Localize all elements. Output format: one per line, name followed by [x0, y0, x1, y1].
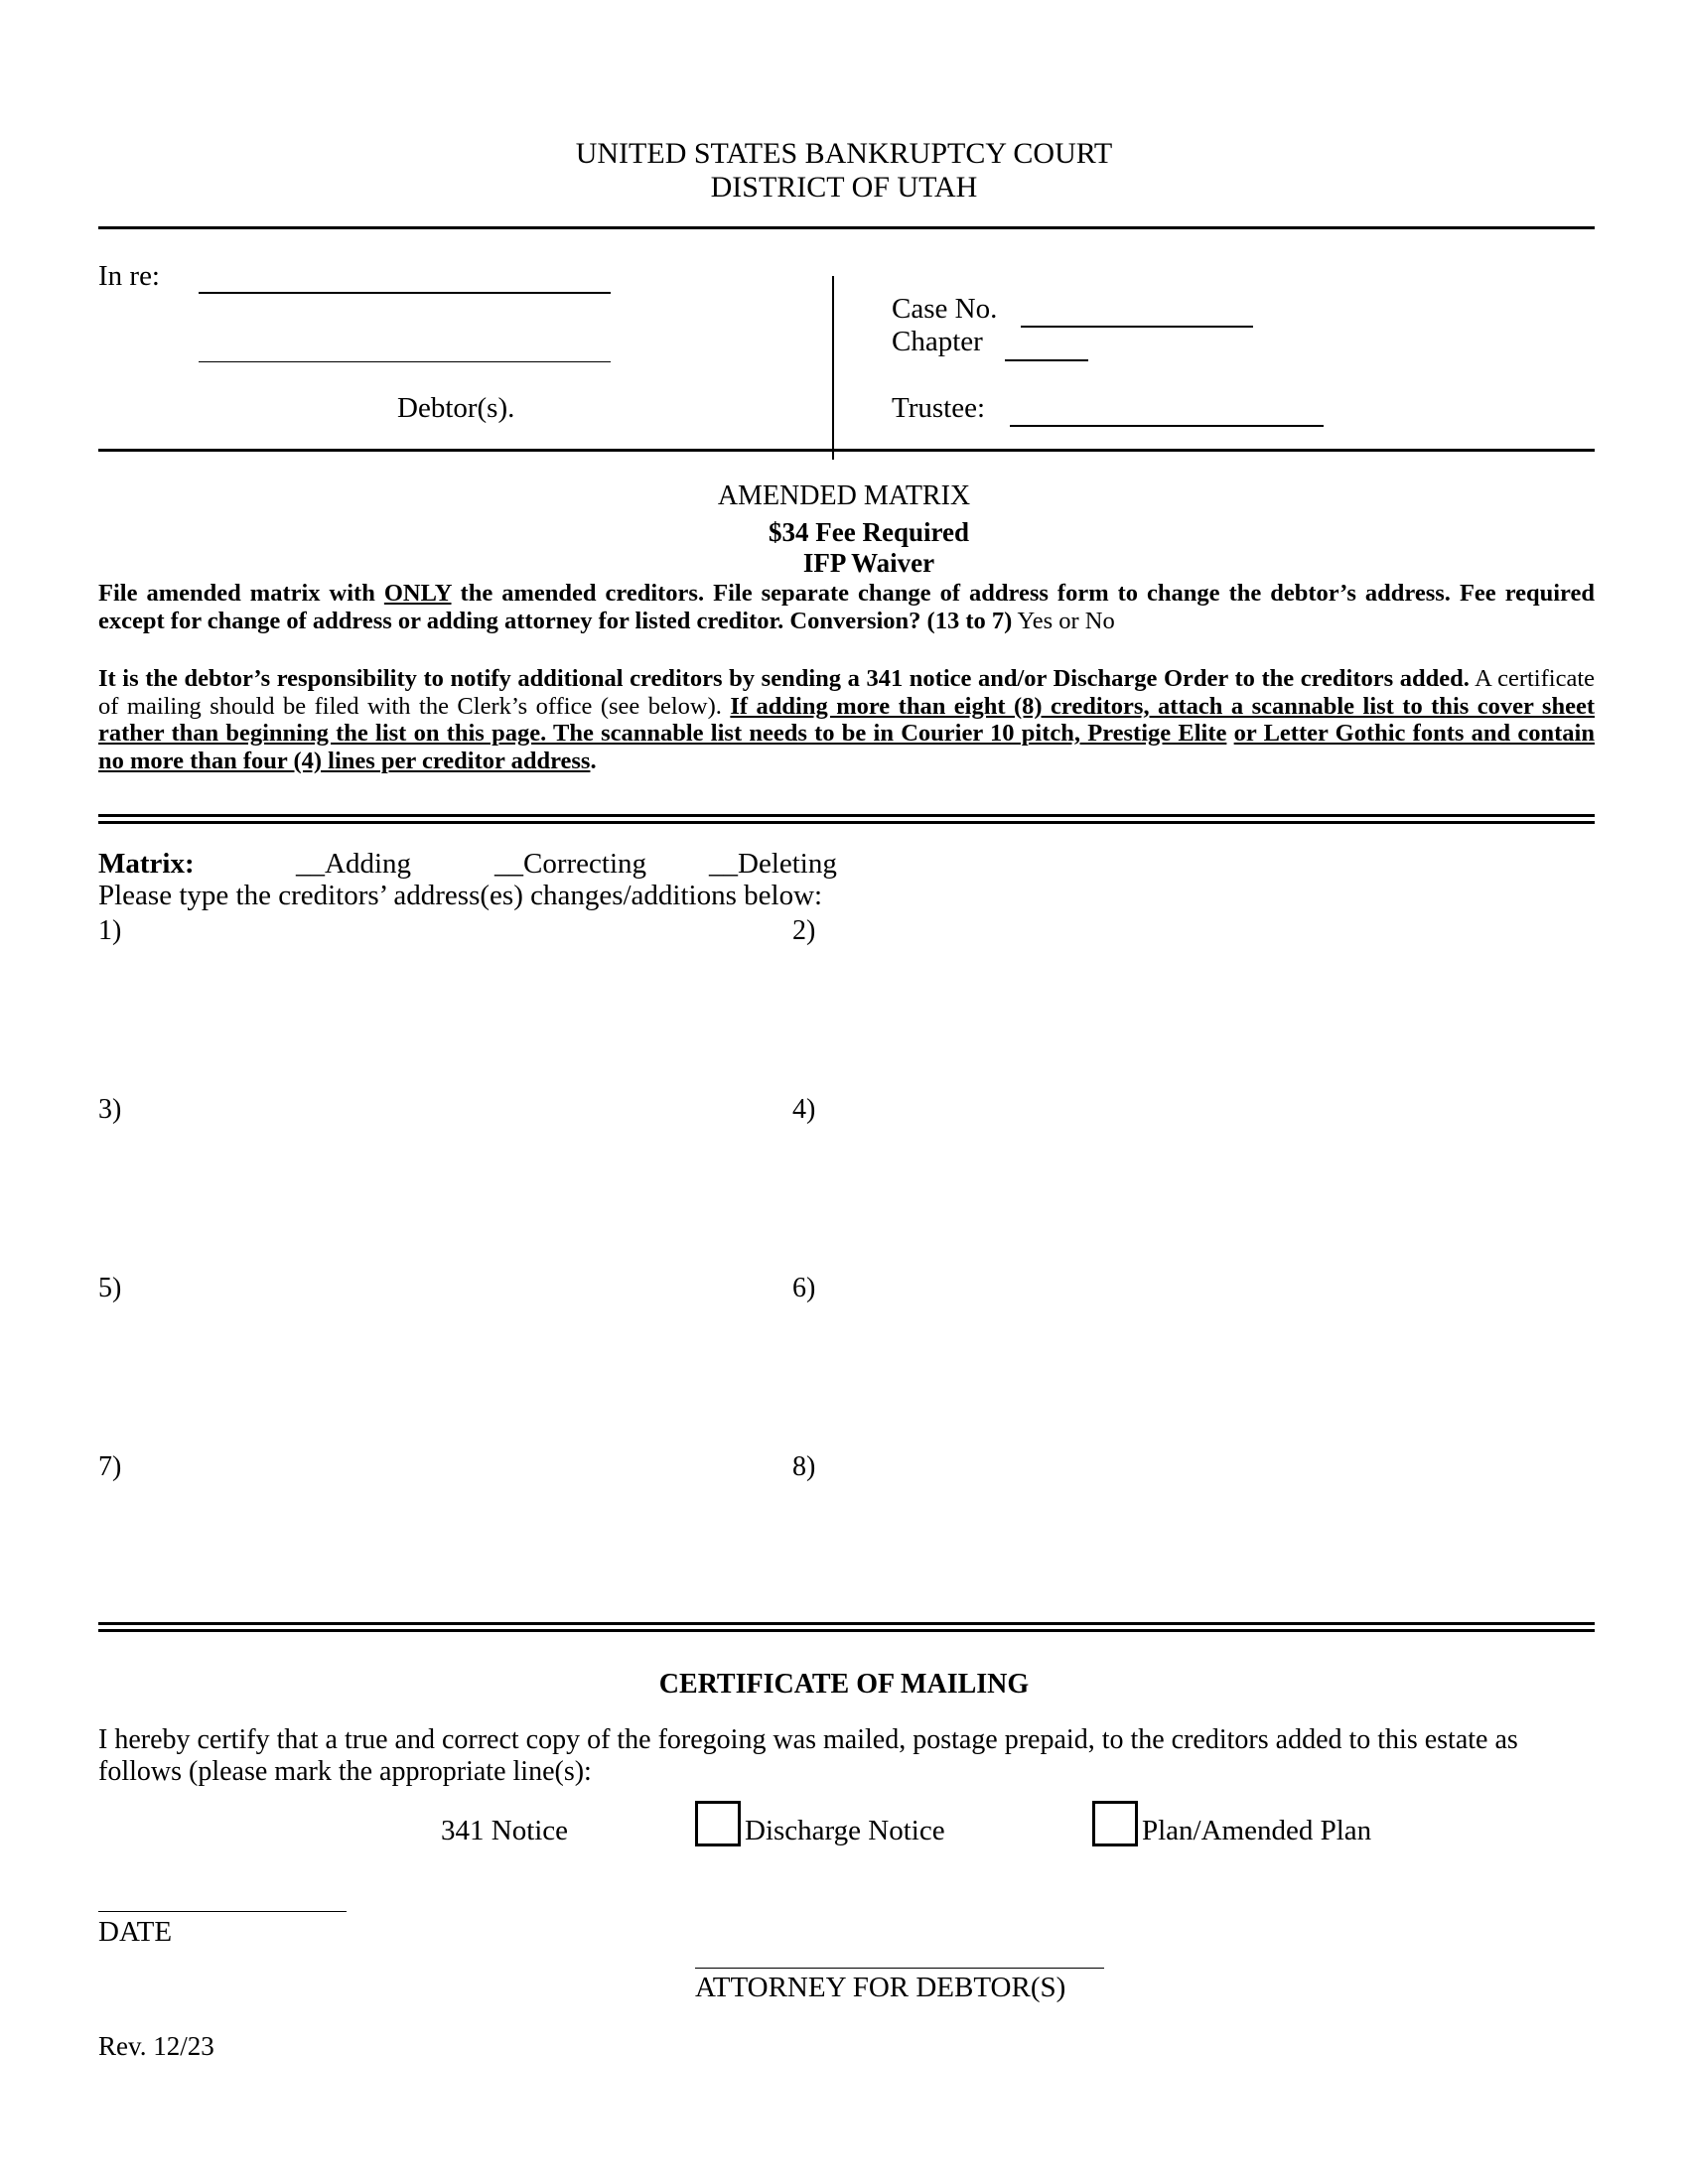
double-rule-top-a	[98, 814, 1595, 817]
matrix-label: Matrix:	[98, 848, 195, 880]
caption-divider	[832, 276, 834, 460]
attorney-signature-line[interactable]	[695, 1968, 1104, 1969]
header-rule	[98, 226, 1595, 229]
discharge-notice-checkbox[interactable]	[695, 1801, 741, 1846]
option-discharge-notice: Discharge Notice	[745, 1815, 945, 1846]
plan-amended-plan-checkbox[interactable]	[1092, 1801, 1138, 1846]
deleting-option[interactable]: __Deleting	[709, 848, 837, 880]
double-rule-bottom-b	[98, 1629, 1595, 1632]
court-name: UNITED STATES BANKRUPTCY COURT	[575, 137, 1113, 170]
matrix-prompt: Please type the creditors’ address(es) changes/additions below:	[98, 880, 823, 911]
creditor-entry-1[interactable]: 1)	[98, 915, 122, 946]
creditor-entry-4[interactable]: 4)	[792, 1094, 816, 1125]
creditor-entry-5[interactable]: 5)	[98, 1273, 122, 1303]
in-re-label: In re:	[98, 260, 160, 292]
ifp-waiver: IFP Waiver	[802, 548, 935, 578]
instructions-paragraph-1: File amended matrix with ONLY the amended creditors. File separate change of address form to change the debtor’s address. Fee required except for change of address or adding attorney for listed creditor. Conversion? (13 to 7) Yes or No	[98, 580, 1595, 634]
option-341-notice: 341 Notice	[441, 1815, 569, 1846]
attorney-label: ATTORNEY FOR DEBTOR(S)	[695, 1972, 1066, 2003]
trustee-label: Trustee:	[892, 392, 985, 424]
certificate-title: CERTIFICATE OF MAILING	[658, 1669, 1030, 1700]
instructions-paragraph-2: It is the debtor’s responsibility to notify additional creditors by sending a 341 notice and/or Discharge Order to the creditors added. A certificate of mailing should be filed with the Clerk’s office (see below). If adding more than eight (8) creditors, attach a scannable list to this cover sheet rather than beginning the list on this page. The scannable list needs to be in Courier 10 pitch, Prestige Elite or Letter Gothic fonts and contain no more than four (4) lines per creditor address.	[98, 665, 1596, 774]
creditor-entry-3[interactable]: 3)	[98, 1094, 122, 1125]
case-no-line[interactable]	[1021, 298, 1253, 328]
case-no-label: Case No.	[892, 293, 998, 325]
double-rule-top-b	[98, 821, 1595, 824]
chapter-line[interactable]	[1005, 332, 1088, 361]
debtor-name-line-2[interactable]	[199, 334, 611, 362]
option-plan-amended-plan: Plan/Amended Plan	[1142, 1815, 1372, 1846]
court-district: DISTRICT OF UTAH	[710, 171, 978, 204]
fee-required: $34 Fee Required	[769, 517, 969, 547]
trustee-line[interactable]	[1010, 397, 1324, 427]
creditor-entry-8[interactable]: 8)	[792, 1451, 816, 1482]
revision-label: Rev. 12/23	[98, 2031, 214, 2061]
adding-option[interactable]: __Adding	[296, 848, 411, 880]
caption-bottom-rule	[98, 449, 1595, 452]
chapter-label: Chapter	[892, 326, 983, 357]
only-emphasis: ONLY	[383, 580, 452, 607]
font-requirement-notice: or Letter Gothic fonts and contain no more than four (4) lines per creditor address	[98, 720, 1595, 774]
creditor-entry-6[interactable]: 6)	[792, 1273, 816, 1303]
certificate-body: I hereby certify that a true and correct copy of the foregoing was mailed, postage prepaid, to the creditors added to this estate as follows (please mark the appropriate line(s):	[98, 1724, 1518, 1787]
creditor-entry-7[interactable]: 7)	[98, 1451, 122, 1482]
amended-matrix-title: AMENDED MATRIX	[717, 480, 971, 511]
debtor-name-line-1[interactable]	[199, 264, 611, 294]
debtors-label: Debtor(s).	[397, 392, 515, 424]
creditor-entry-2[interactable]: 2)	[792, 915, 816, 946]
double-rule-bottom-a	[98, 1622, 1595, 1625]
date-signature-line[interactable]	[98, 1911, 347, 1912]
conversion-yes-no: Yes or No	[1012, 607, 1115, 634]
date-label: DATE	[98, 1916, 173, 1948]
scannable-list-notice: If adding more than eight (8) creditors, attach a scannable list to this cover sheet rather than beginning the list on this page. The scannable list needs to be in Courier 10 pitch, Prestige Elite	[98, 692, 1595, 747]
correcting-option[interactable]: __Correcting	[494, 848, 647, 880]
